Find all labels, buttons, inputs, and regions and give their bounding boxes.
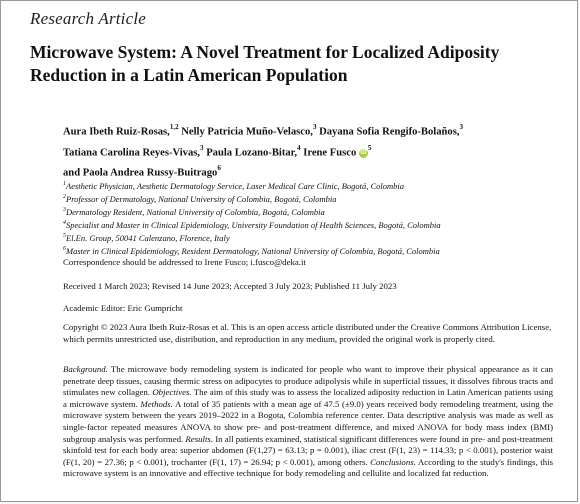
abstract-objectives-text: The aim of this study was to assess the localized adiposity reduction in Latin American patients using a microwave system.: [63, 387, 553, 409]
affiliation-text: Aesthetic Physician, Aesthetic Dermatology Service, Laser Medical Care Clinic, Bogotá, Colombia: [66, 180, 405, 191]
author-sup: 5: [367, 143, 372, 152]
abstract-objectives-label: Objectives.: [152, 387, 192, 398]
author-name[interactable]: Aura Ibeth Ruiz-Rosas,: [63, 126, 170, 138]
author-sup: 3: [312, 123, 317, 131]
author-list: [63, 120, 553, 182]
abstract-results-text: In all patients examined, statistical significant differences were found in pre- and post-treatment skinfold test for each body area: superior abdomen (F(1,27) = 63.13; p = 0.001), iliac crest (F(1, 23) = 114.33; p < 0.001), posterior waist (F(1, 20) = 27.36; p < 0.001), trochanter (F(1, 17) = 26.94; p < 0.001), among others.: [63, 433, 553, 467]
affiliation-num: 1: [63, 181, 66, 187]
author-sup: 4: [297, 143, 301, 152]
abstract-methods-label: Methods.: [140, 398, 173, 409]
author-name[interactable]: Tatiana Carolina Reyes-Vivas,: [63, 147, 201, 159]
abstract-conclusions-label: Conclusions.: [370, 456, 416, 467]
affiliation-text: El.En. Group, 50041 Calenzano, Florence, Italy: [66, 232, 230, 243]
author-sup: 6: [217, 164, 221, 173]
affiliation-num: 5: [63, 233, 66, 240]
abstract-conclusions-text: According to the study's findings, this microwave system is an innovative and effective technique for body remodeling and cellulite and localized fat reduction.: [63, 456, 553, 479]
academic-editor-line: Academic Editor: Eric Gumpricht: [63, 303, 183, 313]
affiliation-item: [63, 179, 553, 192]
affiliation-text: Master in Clinical Epidemiology, Resident Dermatology, National University of Colombia, Bogotá, Colombia: [66, 245, 440, 256]
affiliation-item: [63, 192, 553, 205]
affiliation-item: [63, 205, 553, 218]
affiliation-num: 6: [63, 246, 66, 253]
abstract-methods-text: A total of 35 patients with a mean age of 47.5 (±9.0) years received body remodeling treatment, using the microwave system between the years 2019–2022 in a Bogota, Colombia reference center. Data descriptive analysis was made as well as single-factor repeated measures ANOVA to show pre- and post-treatment difference, and mixed ANOVA for body mass index (BMI) subgroup analysis was performed.: [63, 398, 553, 444]
correspondence-line: Correspondence should be addressed to Irene Fusco; i.fusco@deka.it: [63, 257, 306, 267]
affiliation-num: 3: [63, 207, 66, 214]
article-type-label: Research Article: [30, 9, 147, 28]
author-name[interactable]: Paula Lozano-Bitar,: [206, 147, 298, 159]
author-name[interactable]: and Paola Andrea Russy-Buitrago: [63, 167, 218, 179]
author-sup: 3: [459, 123, 463, 131]
abstract-background-text: The microwave body remodeling system is indicated for people who want to improve their physical appearance as it can penetrate deep tissues, causing thermic stress on adipocytes to produce adipolysis while in superficial tissues, it dissolves fibrous tracts and stimulates new collagen.: [63, 364, 553, 398]
dates-line: Received 1 March 2023; Revised 14 June 2023; Accepted 3 July 2023; Published 11 July 2023: [63, 281, 397, 291]
orcid-icon[interactable]: iD: [360, 150, 367, 157]
affiliation-text: Specialist and Master in Clinical Epidemiology, University Foundation of Health Sciences, Bogotá, Colombia: [66, 219, 441, 230]
abstract-results-label: Results.: [185, 433, 214, 444]
affiliation-num: 2: [63, 194, 66, 201]
author-name[interactable]: Nelly Patricia Muño-Velasco,: [181, 126, 313, 138]
abstract-background-label: Background.: [63, 364, 108, 374]
affiliation-item: [63, 218, 553, 231]
author-name[interactable]: Irene Fusco: [303, 147, 357, 159]
affiliation-list: [63, 179, 553, 257]
author-name[interactable]: Dayana Sofia Rengifo-Bolaños,: [319, 126, 460, 138]
affiliation-item: [63, 231, 553, 244]
copyright-notice: Copyright © 2023 Aura Ibeth Ruiz-Rosas et al. This is an open access article distributed under the Creative Commons Attribution License, which permits unrestricted use, distribution, and reproduction in any medium, provided the original work is properly cited.: [63, 322, 552, 344]
abstract: [63, 364, 553, 480]
affiliation-text: Professor of Dermatology, National University of Colombia, Bogotá, Colombia: [66, 193, 337, 204]
author-sup: 3: [200, 143, 204, 152]
author-sup: 1,2: [169, 123, 179, 131]
affiliation-text: Dermatology Resident, National University of Colombia, Bogotá, Colombia: [66, 206, 325, 217]
article-title: Microwave System: A Novel Treatment for Localized Adiposity Reduction in a Latin American Population: [30, 42, 500, 85]
affiliation-num: 4: [63, 220, 66, 227]
